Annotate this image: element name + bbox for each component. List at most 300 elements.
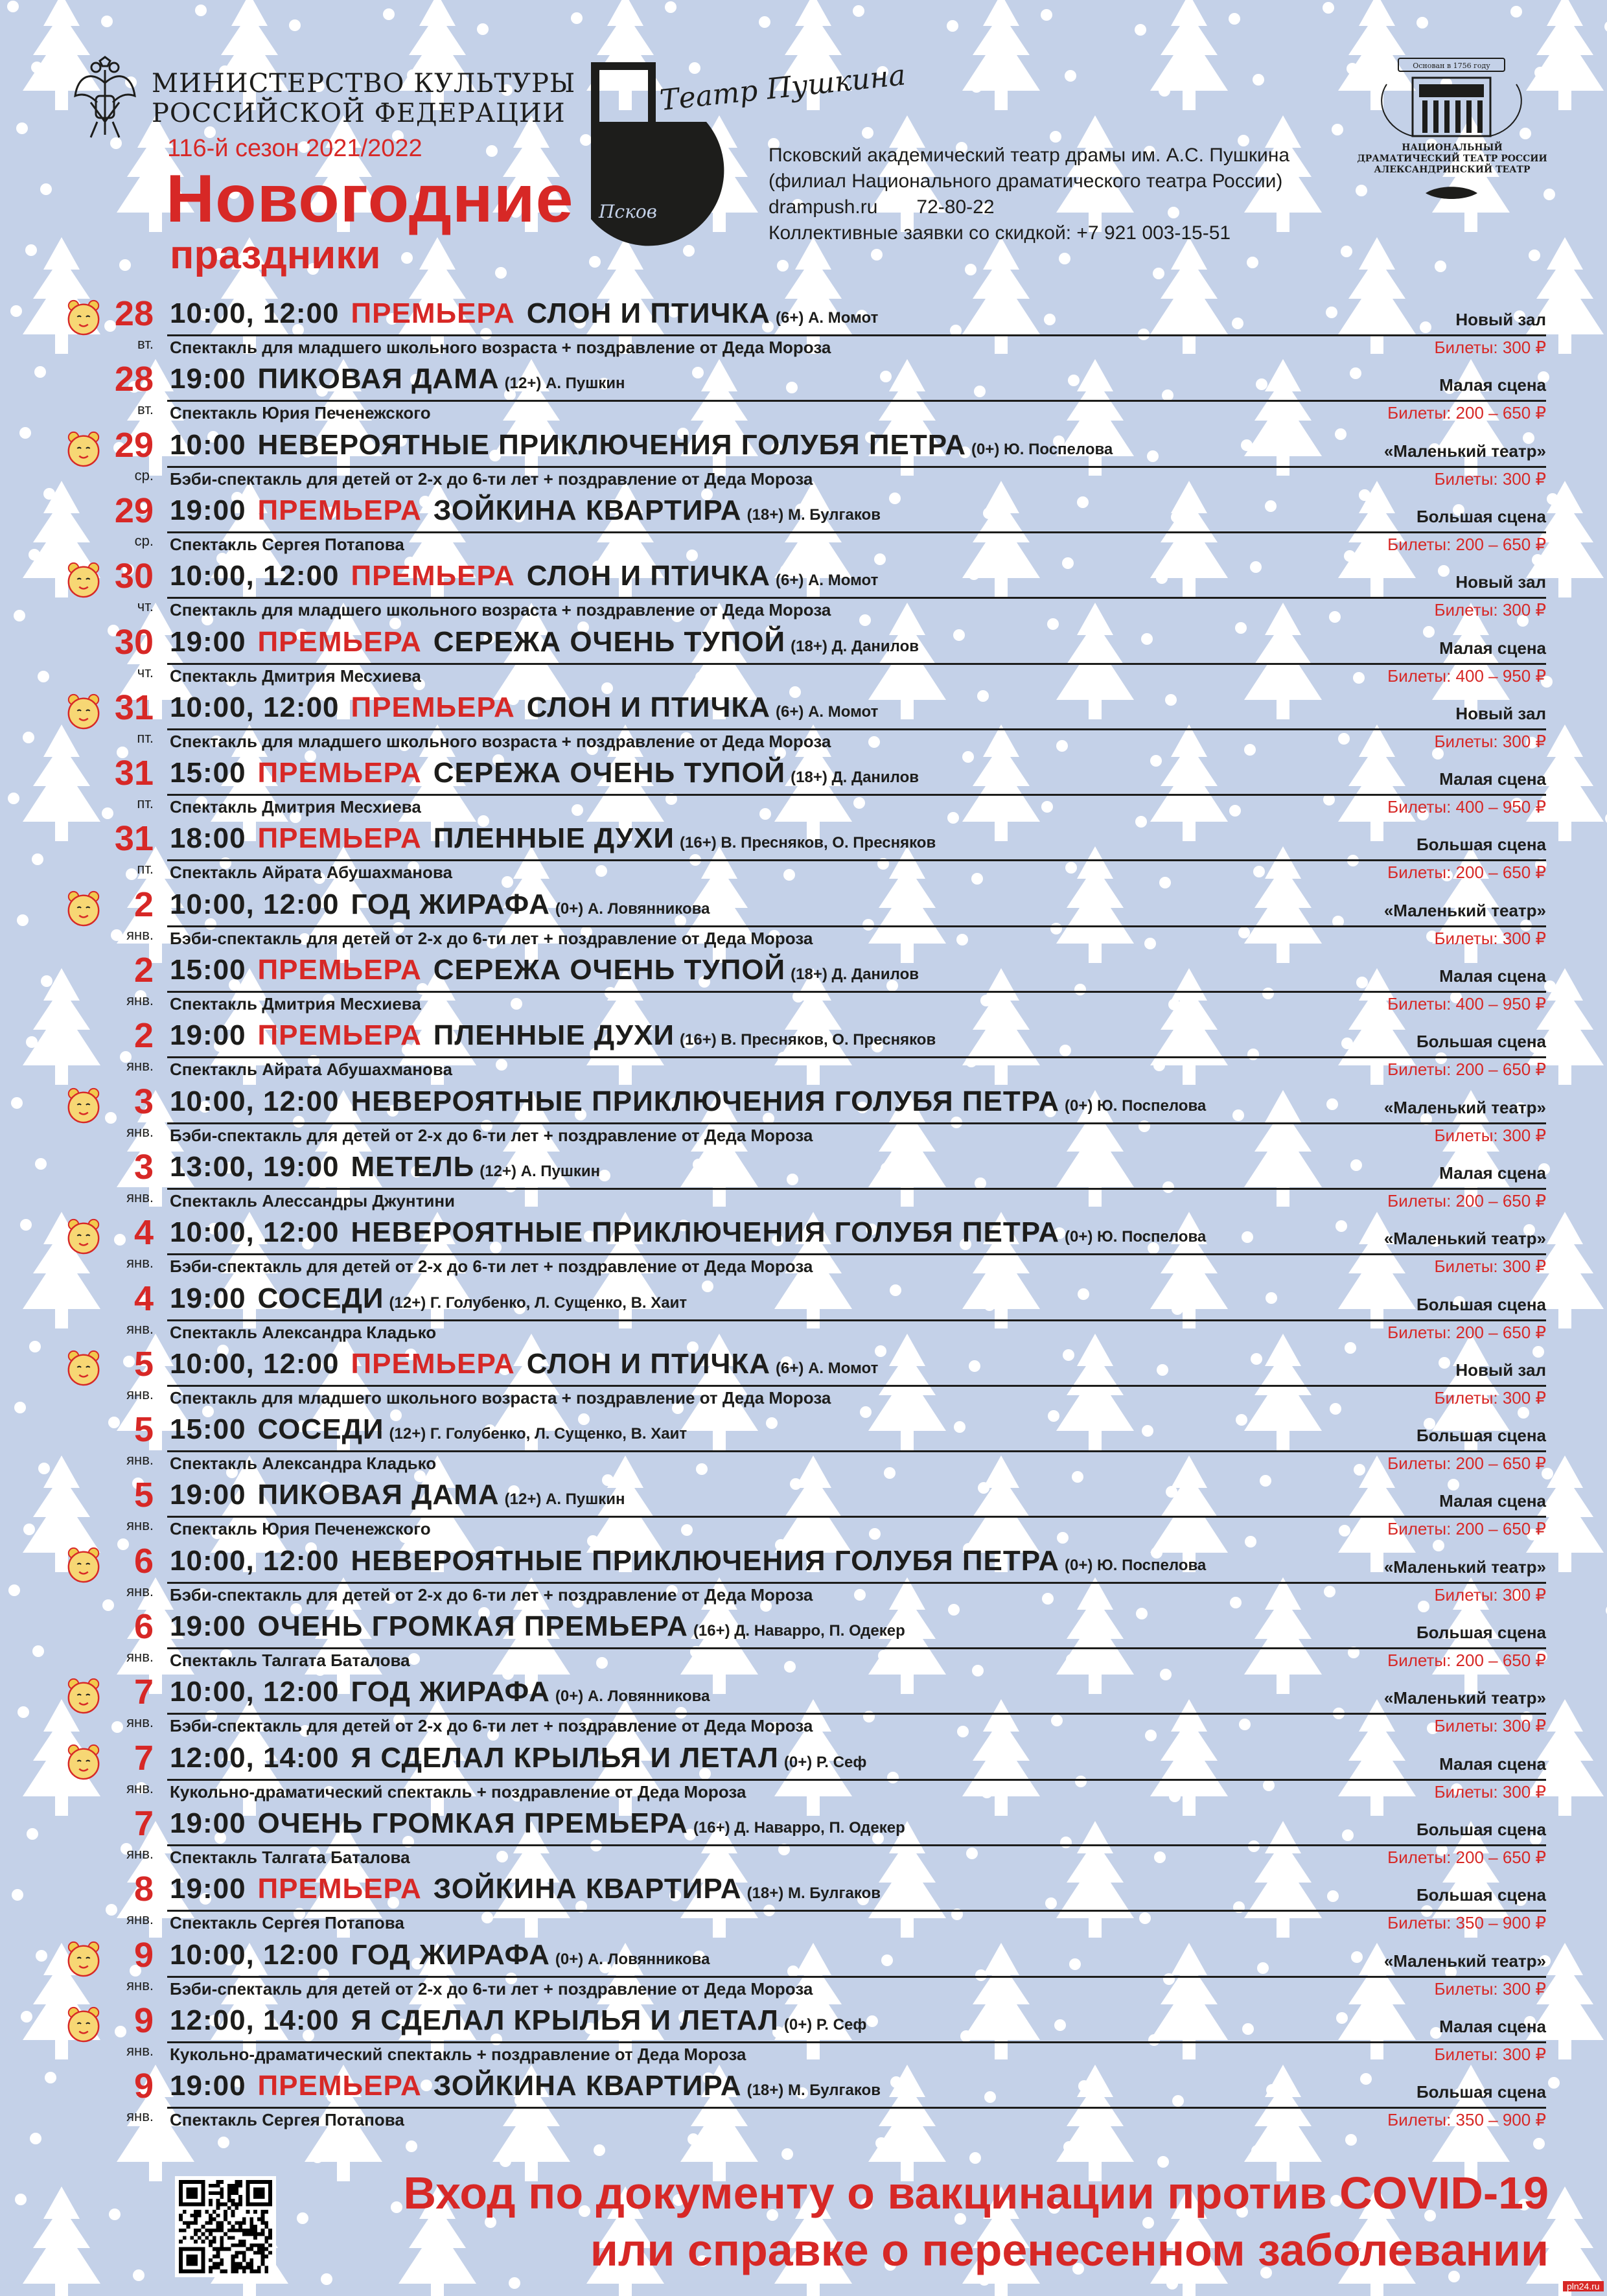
qr-module	[227, 2206, 231, 2210]
event-title[interactable]: ГОД ЖИРАФА	[351, 888, 550, 920]
snow-dot	[1510, 6, 1522, 17]
snow-dot	[1416, 17, 1428, 29]
qr-module	[224, 2232, 227, 2236]
snow-dot	[289, 19, 301, 31]
event-age-author: (6+) А. Момот	[776, 1359, 879, 1377]
qr-module	[231, 2203, 235, 2207]
snow-dot	[1543, 189, 1555, 200]
event-title[interactable]: ПИКОВАЯ ДАМА	[257, 363, 500, 395]
event-headline	[170, 294, 878, 340]
event-title[interactable]: НЕВЕРОЯТНЫЕ ПРИКЛЮЧЕНИЯ ГОЛУБЯ ПЕТРА	[351, 1085, 1059, 1117]
event-time: 12:00, 14:00	[170, 1741, 340, 1774]
event-age-author: (0+) А. Ловянникова	[555, 1950, 710, 1968]
event-row[interactable]	[0, 2067, 1607, 2132]
qr-module	[216, 2191, 220, 2195]
event-time: 10:00, 12:00	[170, 1085, 340, 1117]
event-row[interactable]	[0, 1279, 1607, 1345]
event-weekday: янв.	[126, 1255, 154, 1271]
snow-dot	[509, 2277, 520, 2289]
bear-face-icon	[65, 430, 102, 467]
snow-dot	[969, 2152, 981, 2164]
event-time: 10:00, 12:00	[170, 1347, 340, 1380]
event-row[interactable]	[0, 1870, 1607, 1935]
snow-dot	[312, 2151, 323, 2163]
qr-module	[268, 2229, 272, 2232]
event-age-author: (12+) А. Пушкин	[504, 1490, 625, 1509]
snow-dot	[477, 23, 489, 35]
event-title[interactable]: СЛОН И ПТИЧКА	[526, 1347, 771, 1380]
qr-module	[216, 2247, 220, 2251]
qr-module	[246, 2210, 250, 2214]
event-price: Билеты: 350 – 900 ₽	[1387, 1913, 1546, 1933]
qr-module	[231, 2266, 235, 2269]
event-headline	[170, 885, 710, 931]
snow-dot	[1159, 85, 1170, 97]
qr-module	[242, 2269, 246, 2273]
qr-module	[235, 2206, 238, 2210]
event-time: 19:00	[170, 1479, 246, 1511]
snow-dot	[25, 244, 37, 256]
qr-module	[246, 2180, 250, 2206]
event-headline	[170, 1673, 710, 1718]
event-description: Спектакль для младшего школьного возраста + поздравление от Деда Мороза	[170, 600, 831, 620]
qr-module	[187, 2221, 191, 2225]
event-description: Спектакль Талгата Баталова	[170, 1847, 410, 1867]
event-venue: Малая сцена	[1439, 1491, 1546, 1511]
event-time: 13:00, 19:00	[170, 1150, 340, 1183]
event-title[interactable]: ПЛЕННЫЕ ДУХИ	[433, 1019, 675, 1052]
qr-module	[257, 2269, 261, 2273]
event-time: 10:00, 12:00	[170, 1938, 340, 1971]
event-description: Спектакль Дмитрия Месхиева	[170, 666, 421, 686]
event-weekday: янв.	[126, 1123, 154, 1140]
event-day: 9	[133, 2000, 154, 2040]
qr-module	[227, 2236, 231, 2240]
qr-module	[246, 2262, 250, 2266]
snow-dot	[1050, 131, 1061, 143]
qr-module	[179, 2180, 205, 2184]
qr-module	[190, 2236, 194, 2240]
event-row[interactable]	[0, 1804, 1607, 1870]
event-weekday: янв.	[126, 1649, 154, 1665]
event-headline	[170, 1936, 710, 1981]
qr-module	[238, 2199, 242, 2203]
event-title[interactable]: СЕРЕЖА ОЧЕНЬ ТУПОЙ	[433, 625, 786, 658]
premiere-badge: ПРЕМЬЕРА	[257, 1873, 422, 1905]
row-divider	[167, 531, 1546, 533]
event-title[interactable]: МЕТЕЛЬ	[351, 1150, 475, 1183]
event-day: 4	[133, 1279, 154, 1318]
event-title[interactable]: ОЧЕНЬ ГРОМКАЯ ПРЕМЬЕРА	[257, 1807, 688, 1839]
event-day: 31	[114, 819, 154, 859]
event-venue: «Маленький театр»	[1383, 1229, 1546, 1249]
event-title[interactable]: ОЧЕНЬ ГРОМКАЯ ПРЕМЬЕРА	[257, 1610, 688, 1642]
event-row[interactable]	[0, 1213, 1607, 1279]
event-title[interactable]: ПЛЕННЫЕ ДУХИ	[433, 822, 675, 855]
event-row[interactable]	[0, 1607, 1607, 1673]
qr-module	[213, 2210, 216, 2214]
event-age-author: (18+) Д. Данилов	[791, 637, 919, 655]
event-row[interactable]	[0, 294, 1607, 360]
qr-module	[216, 2184, 220, 2188]
qr-module	[213, 2247, 216, 2251]
event-row[interactable]	[0, 1542, 1607, 1607]
event-title[interactable]: СЕРЕЖА ОЧЕНЬ ТУПОЙ	[433, 954, 786, 986]
qr-module	[231, 2210, 235, 2214]
event-title[interactable]: ПИКОВАЯ ДАМА	[257, 1479, 500, 1511]
event-price: Билеты: 300 ₽	[1434, 1387, 1546, 1408]
qr-module	[198, 2210, 202, 2214]
event-title[interactable]: СЛОН И ПТИЧКА	[526, 297, 771, 329]
qr-module	[194, 2210, 198, 2214]
qr-code[interactable]	[175, 2176, 276, 2277]
qr-module	[190, 2221, 194, 2225]
event-title[interactable]: ЗОЙКИНА КВАРТИРА	[433, 494, 742, 526]
qr-module	[202, 2247, 205, 2273]
qr-module	[253, 2251, 257, 2255]
event-row[interactable]	[0, 2001, 1607, 2067]
event-day: 31	[114, 754, 154, 793]
event-price: Билеты: 400 – 950 ₽	[1387, 797, 1546, 817]
event-weekday: чт.	[137, 664, 154, 680]
qr-module	[224, 2269, 227, 2273]
event-title[interactable]: Я СДЕЛАЛ КРЫЛЬЯ И ЛЕТАЛ	[351, 2004, 779, 2036]
event-title[interactable]: СОСЕДИ	[257, 1413, 384, 1446]
qr-module	[242, 2255, 246, 2258]
event-time: 10:00, 12:00	[170, 1216, 340, 1249]
event-weekday: янв.	[126, 1977, 154, 1993]
event-day: 8	[133, 1870, 154, 1909]
snow-dot	[875, 2137, 887, 2149]
event-venue: «Маленький театр»	[1383, 441, 1546, 461]
qr-module	[198, 2229, 202, 2232]
event-row[interactable]	[0, 426, 1607, 491]
qr-module	[246, 2266, 250, 2269]
event-time: 19:00	[170, 1873, 246, 1905]
event-time: 15:00	[170, 954, 246, 986]
event-weekday: пт.	[137, 795, 154, 812]
snow-dot	[1135, 24, 1146, 36]
event-headline	[170, 1607, 905, 1652]
event-day: 2	[133, 951, 154, 990]
event-headline	[170, 1870, 881, 1915]
event-title[interactable]: СЛОН И ПТИЧКА	[526, 691, 771, 723]
event-headline	[170, 1410, 687, 1455]
russian-emblem-icon	[71, 57, 139, 140]
qr-module	[194, 2240, 198, 2244]
event-row[interactable]	[0, 1739, 1607, 1804]
event-row[interactable]	[0, 360, 1607, 425]
qr-module	[220, 2188, 224, 2192]
event-venue: Большая сцена	[1416, 1819, 1546, 1839]
event-row[interactable]	[0, 1410, 1607, 1476]
event-title[interactable]: ГОД ЖИРАФА	[351, 1676, 550, 1708]
qr-module	[216, 2206, 220, 2210]
row-divider	[167, 1713, 1546, 1715]
event-weekday: янв.	[126, 926, 154, 943]
event-row[interactable]	[0, 1476, 1607, 1541]
qr-module	[242, 2266, 246, 2269]
qr-module	[224, 2210, 227, 2214]
event-time: 19:00	[170, 1610, 246, 1642]
qr-module	[246, 2203, 272, 2207]
qr-module	[224, 2218, 227, 2221]
event-venue: Малая сцена	[1439, 966, 1546, 986]
qr-module	[213, 2255, 216, 2258]
snow-dot	[1251, 2145, 1263, 2157]
event-headline	[170, 1542, 1206, 1587]
event-age-author: (18+) М. Булгаков	[746, 2081, 881, 2100]
snow-dot	[101, 16, 113, 27]
event-description: Бэби-спектакль для детей от 2-х до 6-ти лет + поздравление от Деда Мороза	[170, 1584, 813, 1605]
snow-dot	[853, 5, 864, 17]
qr-module	[235, 2262, 238, 2266]
premiere-badge: ПРЕМЬЕРА	[257, 757, 422, 789]
snow-dot	[1529, 249, 1540, 261]
qr-module	[238, 2229, 242, 2232]
event-price: Билеты: 200 – 650 ₽	[1387, 403, 1546, 423]
alexandrinsky-text	[1352, 143, 1553, 176]
qr-module	[213, 2240, 216, 2244]
qr-module	[253, 2232, 257, 2236]
qr-module	[253, 2210, 257, 2214]
row-divider	[167, 1844, 1546, 1846]
event-title[interactable]: ЗОЙКИНА КВАРТИРА	[433, 1873, 742, 1905]
event-age-author: (18+) Д. Данилов	[791, 769, 919, 787]
event-price: Билеты: 300 ₽	[1434, 600, 1546, 620]
qr-module	[179, 2247, 183, 2273]
event-headline	[170, 1082, 1206, 1128]
event-headline	[170, 819, 936, 864]
qr-module	[249, 2269, 253, 2273]
covid-notice-line-1: Вход по документу о вакцинации против COVID-19	[403, 2168, 1549, 2218]
qr-module	[220, 2269, 224, 2273]
event-description: Бэби-спектакль для детей от 2-х до 6-ти лет + поздравление от Деда Мороза	[170, 1716, 813, 1736]
event-row[interactable]	[0, 688, 1607, 754]
site-link[interactable]: drampush.ru	[769, 196, 878, 218]
event-venue: «Маленький театр»	[1383, 1688, 1546, 1708]
event-time: 19:00	[170, 2070, 246, 2102]
qr-module	[235, 2180, 238, 2184]
snow-dot	[195, 5, 207, 16]
event-age-author: (18+) М. Булгаков	[746, 505, 881, 524]
info-line-2: (филиал Национального драматического театра России)	[769, 170, 1283, 192]
qr-module	[242, 2244, 246, 2247]
row-divider	[167, 1976, 1546, 1978]
event-day: 7	[133, 1673, 154, 1712]
qr-module	[261, 2232, 265, 2236]
event-title[interactable]: НЕВЕРОЯТНЫЕ ПРИКЛЮЧЕНИЯ ГОЛУБЯ ПЕТРА	[351, 1544, 1059, 1577]
event-time: 15:00	[170, 1413, 246, 1446]
event-description: Спектакль Юрия Печенежского	[170, 403, 431, 423]
row-divider	[167, 1122, 1546, 1124]
event-title[interactable]: СЛОН И ПТИЧКА	[526, 560, 771, 592]
qr-module	[257, 2251, 261, 2255]
qr-module	[220, 2262, 224, 2266]
event-weekday: янв.	[126, 2042, 154, 2059]
event-row[interactable]	[0, 1016, 1607, 1082]
event-time: 19:00	[170, 625, 246, 658]
qr-module	[235, 2255, 238, 2258]
event-row[interactable]	[0, 1673, 1607, 1738]
qr-module	[227, 2188, 231, 2192]
qr-module	[209, 2258, 213, 2262]
qr-module	[183, 2210, 187, 2214]
premiere-badge: ПРЕМЬЕРА	[257, 2070, 422, 2102]
event-row[interactable]	[0, 1148, 1607, 1213]
qr-module	[179, 2214, 183, 2218]
premiere-badge: ПРЕМЬЕРА	[257, 954, 422, 986]
event-row[interactable]	[0, 1345, 1607, 1410]
event-price: Билеты: 300 ₽	[1434, 1978, 1546, 1999]
event-time: 15:00	[170, 757, 246, 789]
event-row[interactable]	[0, 819, 1607, 885]
qr-module	[220, 2258, 224, 2262]
snow-dot	[486, 145, 498, 157]
qr-module	[194, 2221, 198, 2225]
row-divider	[167, 1385, 1546, 1387]
event-description: Кукольно-драматический спектакль + поздравление от Деда Мороза	[170, 2044, 746, 2064]
qr-module	[238, 2262, 242, 2266]
qr-module	[209, 2229, 213, 2232]
snow-dot	[571, 12, 583, 24]
snow-dot	[1345, 2134, 1357, 2146]
event-age-author: (12+) А. Пушкин	[504, 375, 625, 393]
event-title[interactable]: НЕВЕРОЯТНЫЕ ПРИКЛЮЧЕНИЯ ГОЛУБЯ ПЕТРА	[351, 1216, 1059, 1249]
qr-module	[220, 2180, 224, 2184]
event-headline	[170, 951, 919, 996]
event-day: 2	[133, 1016, 154, 1056]
snow-dot	[1065, 70, 1076, 82]
snow-dot	[1229, 13, 1240, 25]
snow-dot	[30, 2133, 41, 2144]
qr-module	[216, 2266, 220, 2269]
qr-module	[249, 2225, 253, 2229]
qr-module	[231, 2184, 235, 2188]
event-description: Спектакль Талгата Баталова	[170, 1651, 410, 1670]
snow-dot	[862, 127, 873, 139]
snow-dot	[665, 1, 676, 13]
qr-module	[209, 2269, 213, 2273]
event-venue: Новый зал	[1455, 1360, 1546, 1380]
event-headline	[170, 2001, 866, 2047]
tree-shape	[23, 2186, 100, 2296]
premiere-badge: ПРЕМЬЕРА	[351, 297, 515, 329]
qr-module	[216, 2262, 220, 2266]
qr-module	[249, 2258, 253, 2262]
event-price: Билеты: 200 – 650 ₽	[1387, 863, 1546, 883]
qr-module	[264, 2255, 268, 2258]
event-row[interactable]	[0, 623, 1607, 688]
event-title[interactable]: СОСЕДИ	[257, 1282, 384, 1314]
snow-dot	[1533, 2138, 1545, 2150]
qr-module	[224, 2247, 227, 2251]
bear-face-icon	[65, 692, 102, 730]
snow-dot	[1604, 21, 1607, 32]
event-row[interactable]	[0, 1936, 1607, 2001]
qr-module	[238, 2180, 242, 2184]
qr-module	[187, 2255, 198, 2266]
qr-module	[231, 2255, 235, 2258]
event-venue: Большая сцена	[1416, 1623, 1546, 1642]
event-day: 9	[133, 2067, 154, 2106]
qr-module	[253, 2269, 257, 2273]
event-age-author: (0+) Ю. Поспелова	[1064, 1228, 1207, 1246]
premiere-badge: ПРЕМЬЕРА	[257, 625, 422, 658]
snow-dot	[1347, 63, 1358, 75]
event-description: Спектакль Сергея Потапова	[170, 2110, 404, 2130]
qr-module	[238, 2244, 242, 2247]
event-row[interactable]	[0, 951, 1607, 1016]
event-weekday: пт.	[137, 729, 154, 746]
event-title[interactable]: Я СДЕЛАЛ КРЫЛЬЯ И ЛЕТАЛ	[351, 1741, 779, 1774]
event-day: 5	[133, 1410, 154, 1450]
snow-dot	[218, 2137, 229, 2148]
event-venue: Большая сцена	[1416, 1032, 1546, 1052]
event-row[interactable]	[0, 885, 1607, 951]
event-price: Билеты: 400 – 950 ₽	[1387, 666, 1546, 686]
qr-module	[231, 2191, 235, 2195]
qr-module	[246, 2180, 272, 2184]
qr-module	[220, 2203, 224, 2207]
row-divider	[167, 859, 1546, 861]
event-day: 28	[114, 360, 154, 399]
event-row[interactable]	[0, 557, 1607, 622]
ministry-line-1: МИНИСТЕРСТВО КУЛЬТУРЫ	[152, 69, 576, 99]
qr-module	[179, 2229, 183, 2232]
qr-module	[220, 2240, 224, 2244]
qr-module	[205, 2229, 209, 2232]
event-title[interactable]: СЕРЕЖА ОЧЕНЬ ТУПОЙ	[433, 757, 786, 789]
event-age-author: (6+) А. Момот	[776, 572, 879, 590]
event-price: Билеты: 400 – 950 ₽	[1387, 994, 1546, 1014]
snow-dot	[31, 62, 43, 73]
qr-module	[238, 2221, 242, 2225]
event-description: Спектакль Сергея Потапова	[170, 1913, 404, 1933]
event-row[interactable]	[0, 1082, 1607, 1148]
event-weekday: янв.	[126, 1320, 154, 1337]
event-headline	[170, 360, 625, 405]
covid-notice	[305, 2164, 1549, 2279]
event-row[interactable]	[0, 754, 1607, 819]
qr-module	[213, 2229, 216, 2232]
bear-face-icon	[65, 298, 102, 336]
event-age-author: (16+) В. Пресняков, О. Пресняков	[680, 834, 936, 852]
bear-face-icon	[65, 1546, 102, 1583]
event-weekday: янв.	[126, 2108, 154, 2125]
qr-module	[231, 2199, 235, 2203]
event-headline	[170, 491, 881, 537]
qr-module	[268, 2236, 272, 2240]
event-title[interactable]: НЕВЕРОЯТНЫЕ ПРИКЛЮЧЕНИЯ ГОЛУБЯ ПЕТРА	[257, 428, 966, 461]
qr-module	[187, 2188, 198, 2199]
info-line-1: Псковский академический театр драмы им. А.С. Пушкина	[769, 145, 1290, 166]
event-venue: «Маленький театр»	[1383, 1557, 1546, 1577]
event-title[interactable]: ГОД ЖИРАФА	[351, 1938, 550, 1971]
event-day: 7	[133, 1738, 154, 1778]
qr-module	[257, 2218, 261, 2221]
event-row[interactable]	[0, 491, 1607, 557]
event-description: Спектакль Александра Кладько	[170, 1322, 437, 1342]
row-divider	[167, 2041, 1546, 2043]
snow-dot	[947, 20, 958, 32]
qr-module	[202, 2232, 205, 2236]
event-description: Бэби-спектакль для детей от 2-х до 6-ти лет + поздравление от Деда Мороза	[170, 1257, 813, 1277]
qr-module	[261, 2214, 265, 2218]
qr-module	[235, 2251, 238, 2255]
event-title[interactable]: ЗОЙКИНА КВАРТИРА	[433, 2070, 742, 2102]
qr-module	[209, 2184, 213, 2188]
